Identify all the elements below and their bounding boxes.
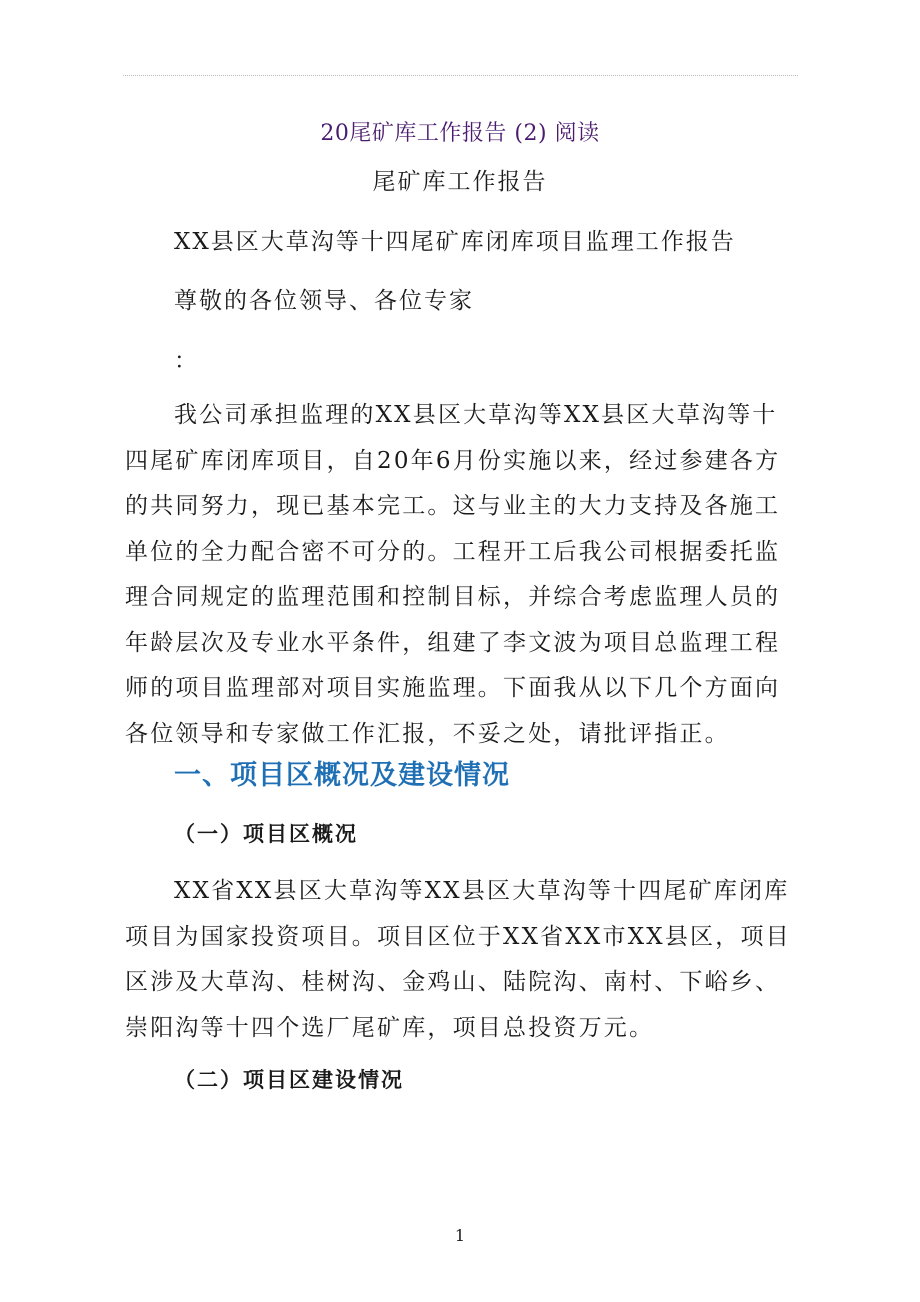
report-name: XX县区大草沟等十四尾矿库闭库项目监理工作报告 [174, 229, 736, 255]
page-number: 1 [454, 1226, 466, 1245]
salutation-colon: ： [174, 348, 199, 374]
subsection-heading-construction: （二）项目区建设情况 [174, 1067, 404, 1092]
header-divider [123, 75, 798, 76]
salutation: 尊敬的各位领导、各位专家 [174, 288, 474, 314]
subsection-heading-overview: （一）项目区概况 [174, 821, 358, 846]
document-title: 20尾矿库工作报告 (2) 阅读 [320, 121, 600, 146]
document-subtitle: 尾矿库工作报告 [372, 169, 548, 195]
overview-paragraph: XX省XX县区大草沟等XX县区大草沟等十四尾矿库闭库项目为国家投资项目。项目区位于XX省XX市XX县区，项目区涉及大草沟、桂树沟、金鸡山、陆院沟、南村、下峪乡、崇阳沟等十四个选厂尾矿库，项目总投资万元。 [125, 878, 791, 1041]
section-heading-overview: 一、项目区概况及建设情况 [174, 760, 510, 791]
intro-paragraph: 我公司承担监理的XX县区大草沟等XX县区大草沟等十四尾矿库闭库项目，自20年6月份实施以来，经过参建各方的共同努力，现已基本完工。这与业主的大力支持及各施工单位的全力配合密不可分的。工程开工后我公司根据委托监理合同规定的监理范围和控制目标，并综合考虑监理人员的年龄层次及专业水平条件，组建了李文波为项目总监理工程师的项目监理部对项目实施监理。下面我从以下几个方面向各位领导和专家做工作汇报，不妥之处，请批评指正。 [125, 402, 781, 747]
